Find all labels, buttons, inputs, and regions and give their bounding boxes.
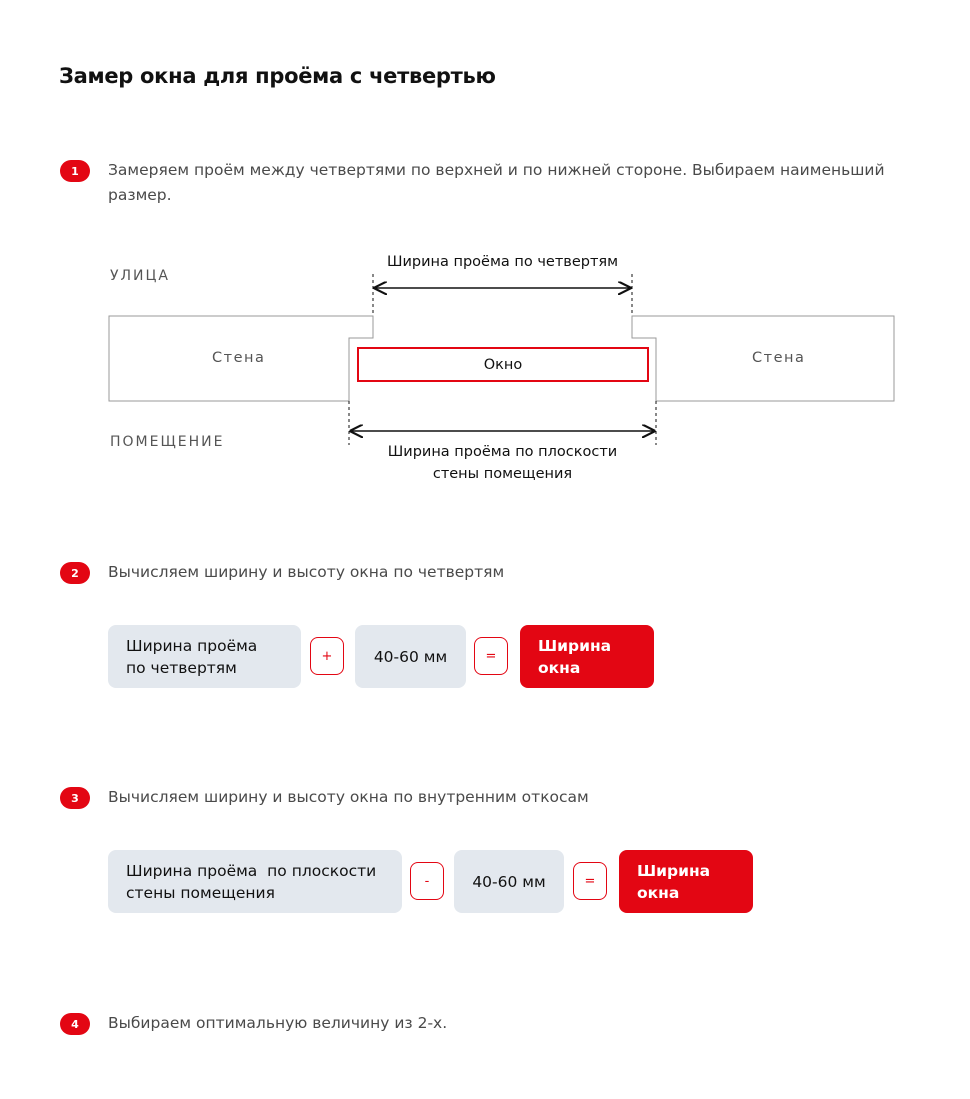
- step-text-2: Вычисляем ширину и высоту окна по четвертям: [108, 563, 505, 581]
- street-label: УЛИЦА: [110, 268, 170, 284]
- formula1-opening-box: [108, 625, 301, 688]
- formula1-result-line1: Ширина: [538, 636, 612, 655]
- plus-operator: +: [310, 637, 344, 675]
- formula1-result-box: [520, 625, 654, 688]
- step-text-4: Выбираем оптимальную величину из 2-х.: [108, 1014, 448, 1032]
- formula1-value-box: [355, 625, 466, 688]
- step-text-3: Вычисляем ширину и высоту окна по внутренним откосам: [108, 788, 589, 806]
- step-badge-2: 2: [60, 562, 90, 584]
- formula1-box-line2: по четвертям: [126, 658, 237, 677]
- room-label: ПОМЕЩЕНИЕ: [110, 434, 225, 450]
- formula2-box-line2: стены помещения: [126, 883, 275, 902]
- formula2-value: 40-60 мм: [472, 872, 546, 891]
- page-title: Замер окна для проёма с четвертью: [59, 64, 496, 88]
- bottom-dimension-label: [349, 441, 656, 485]
- formula2-result-line2: окна: [637, 883, 680, 902]
- bottom-dimension-line2: стены помещения: [432, 466, 573, 482]
- formula2-result-box: [619, 850, 753, 913]
- equals-operator-1: =: [474, 637, 508, 675]
- step-badge-4: 4: [60, 1013, 90, 1035]
- top-dimension-label: Ширина проёма по четвертям: [386, 254, 619, 270]
- formula2-opening-box: [108, 850, 402, 913]
- step-text-1: Замеряем проём между четвертями по верхней и по нижней стороне. Выбираем наименьший размер.: [108, 161, 885, 204]
- bottom-dimension-line1: Ширина проёма по плоскости: [387, 444, 618, 460]
- window-label: Окно: [483, 356, 523, 373]
- window-box: [357, 347, 649, 382]
- formula1-result-line2: окна: [538, 658, 581, 677]
- wall-right-label: Стена: [752, 350, 806, 366]
- formula1-box-line1: Ширина проёма: [126, 636, 258, 655]
- equals-operator-2: =: [573, 862, 607, 900]
- formula2-box-line1: Ширина проёма по плоскости: [126, 861, 377, 880]
- formula2-value-box: [454, 850, 564, 913]
- wall-left-label: Стена: [212, 350, 266, 366]
- formula1-value: 40-60 мм: [373, 647, 448, 666]
- step-badge-1: 1: [60, 160, 90, 182]
- step-badge-3: 3: [60, 787, 90, 809]
- formula2-result-line1: Ширина: [637, 861, 711, 880]
- minus-operator: -: [410, 862, 444, 900]
